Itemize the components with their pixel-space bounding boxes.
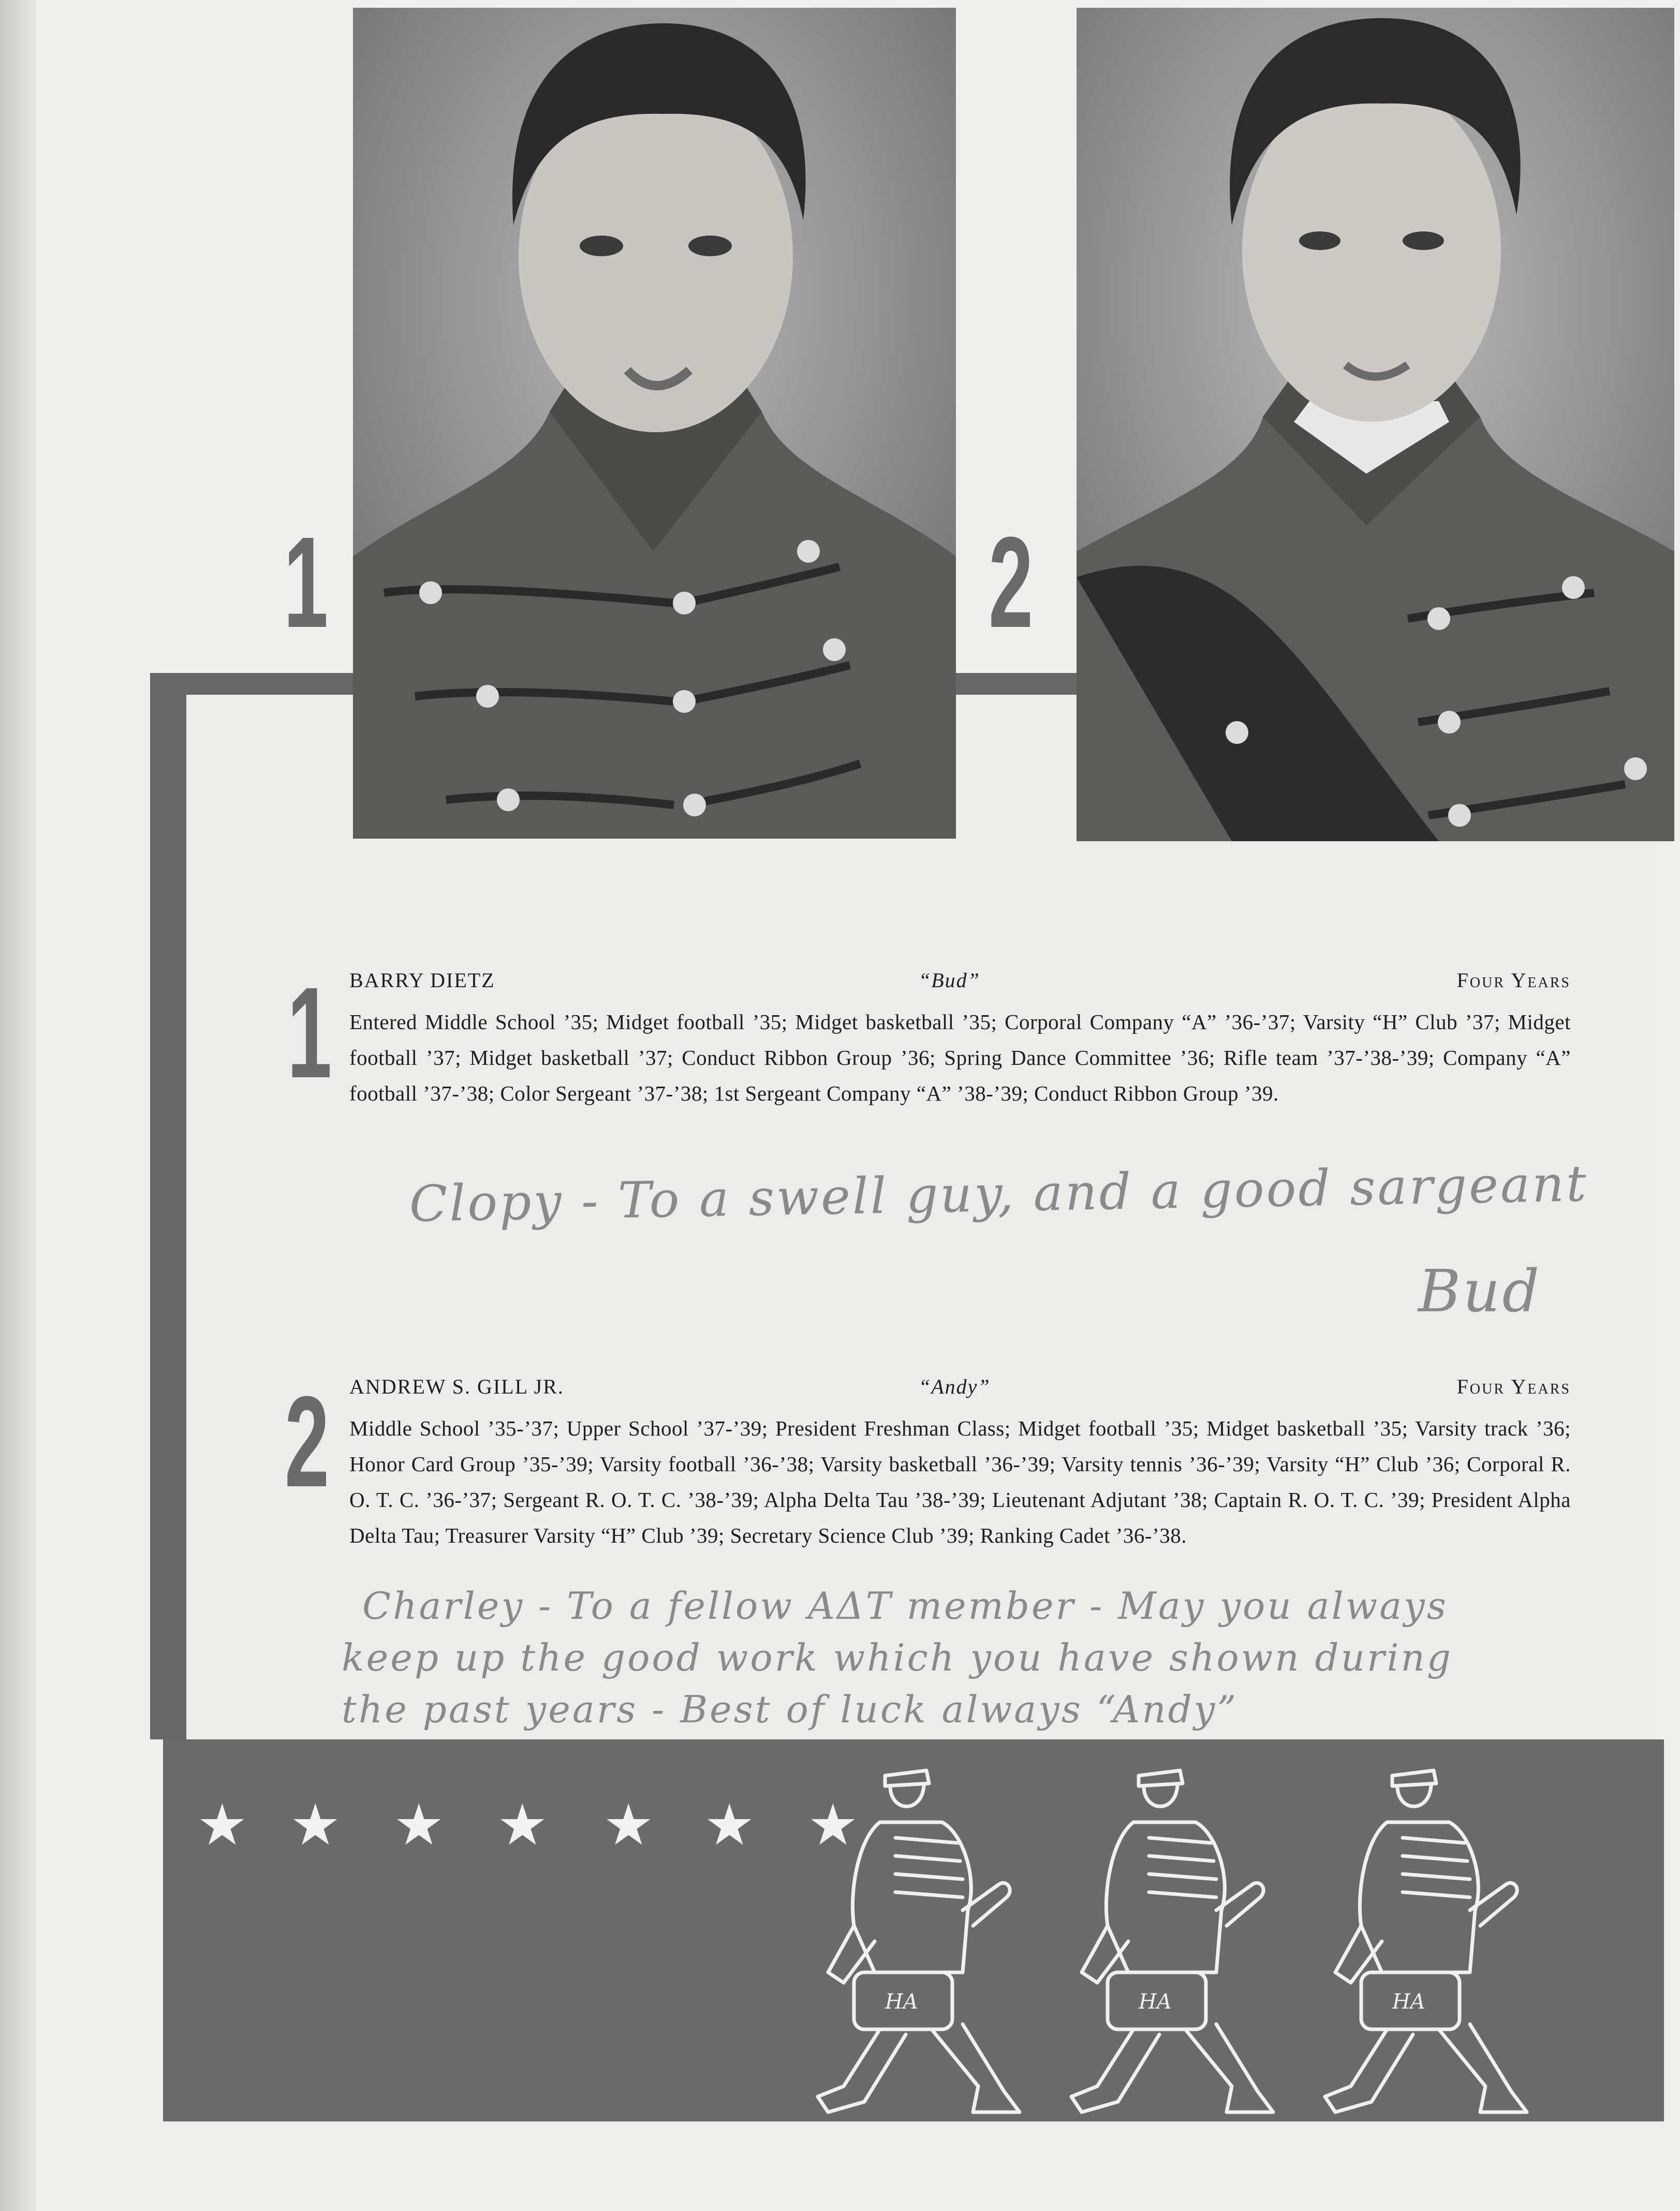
star-icon: ★ — [290, 1792, 341, 1858]
entry-andrew-gill — [349, 1374, 1571, 1554]
years-attended: Four Years — [1456, 969, 1571, 992]
portrait-1-image — [353, 8, 956, 839]
star-icon: ★ — [807, 1792, 859, 1858]
cadet-illustration-2 — [1061, 1755, 1299, 2117]
cadet-figure-icon — [1315, 1755, 1553, 2117]
entry-number-2: 2 — [285, 1369, 330, 1514]
cadet-figure-icon — [1061, 1755, 1299, 2117]
star-icon: ★ — [497, 1792, 548, 1858]
cadet-illustration-1 — [807, 1755, 1045, 2117]
handwritten-note-2-line-2: keep up the good work which you have shown during — [342, 1636, 1453, 1679]
photo-number-2: 2 — [989, 510, 1034, 654]
frame-rule-left — [150, 673, 186, 1739]
star-icon: ★ — [393, 1792, 445, 1858]
handwritten-signature-bud: Bud — [1418, 1258, 1542, 1325]
student-nickname: “Andy” — [919, 1375, 991, 1398]
years-attended: Four Years — [1456, 1375, 1571, 1398]
student-name: BARRY DIETZ — [349, 969, 495, 992]
handwritten-note-2-line-3: the past years - Best of luck always “Andy” — [342, 1688, 1239, 1731]
activities-text: Middle School ’35-’37; Upper School ’37-’39; President Freshman Class; Midget football ’35; Midget basketball ’35; Varsity track ’36; Honor Card Group ’35-’39; Varsity football ’36-’38; Varsity basketball ’36-’39; Varsity tennis ’36-’39; Varsity “H” Club ’36; Corporal R. O. T. C. ’36-’37; Sergeant R. O. T. C. ’38-’39; Alpha Delta Tau ’38-’39; Lieutenant Adjutant ’38; Captain R. O. T. C. ’39; President Alpha Delta Tau; Treasurer Varsity “H” Club ’39; Secretary Science Club ’39; Ranking Cadet ’36-’38. — [349, 1416, 1571, 1547]
handwritten-note-2-line-1: Charley - To a fellow AΔT member - May you always — [362, 1584, 1448, 1628]
photo-number-1: 1 — [284, 510, 329, 654]
student-name: ANDREW S. GILL JR. — [349, 1375, 564, 1398]
entry-barry-dietz — [349, 968, 1571, 1111]
handwritten-note-1-line-1: Clopy - To a swell guy, and a good sargeant — [409, 1154, 1589, 1233]
entry-header — [349, 968, 1571, 1004]
page-gutter-shadow — [0, 0, 36, 2211]
activities-text: Entered Middle School ’35; Midget football ’35; Midget basketball ’35; Corporal Company “A” ’36-’37; Varsity “H” Club ’37; Midget football ’37; Midget basketball ’37; Conduct Ribbon Group ’36; Spring Dance Committee ’36; Rifle team ’37-’38-’39; Company “A” football ’37-’38; Color Sergeant ’37-’38; 1st Sergeant Company “A” ’38-’39; Conduct Ribbon Group ’39. — [349, 1010, 1571, 1105]
portrait-photo-1 — [353, 8, 956, 839]
entry-number-1: 1 — [287, 960, 332, 1105]
cadet-illustration-3 — [1315, 1755, 1553, 2117]
svg-text:HA: HA — [885, 1990, 918, 2014]
svg-text:HA: HA — [1139, 1990, 1172, 2014]
star-icon: ★ — [704, 1792, 755, 1858]
cadet-figure-icon — [807, 1755, 1045, 2117]
entry-header — [349, 1374, 1571, 1411]
portrait-photo-2 — [1077, 8, 1674, 841]
frame-rule-top-right — [955, 673, 1077, 695]
student-nickname: “Bud” — [919, 969, 980, 992]
star-icon: ★ — [197, 1792, 248, 1858]
portrait-2-image — [1077, 8, 1674, 841]
star-icon: ★ — [603, 1792, 654, 1858]
svg-text:HA: HA — [1392, 1990, 1425, 2014]
